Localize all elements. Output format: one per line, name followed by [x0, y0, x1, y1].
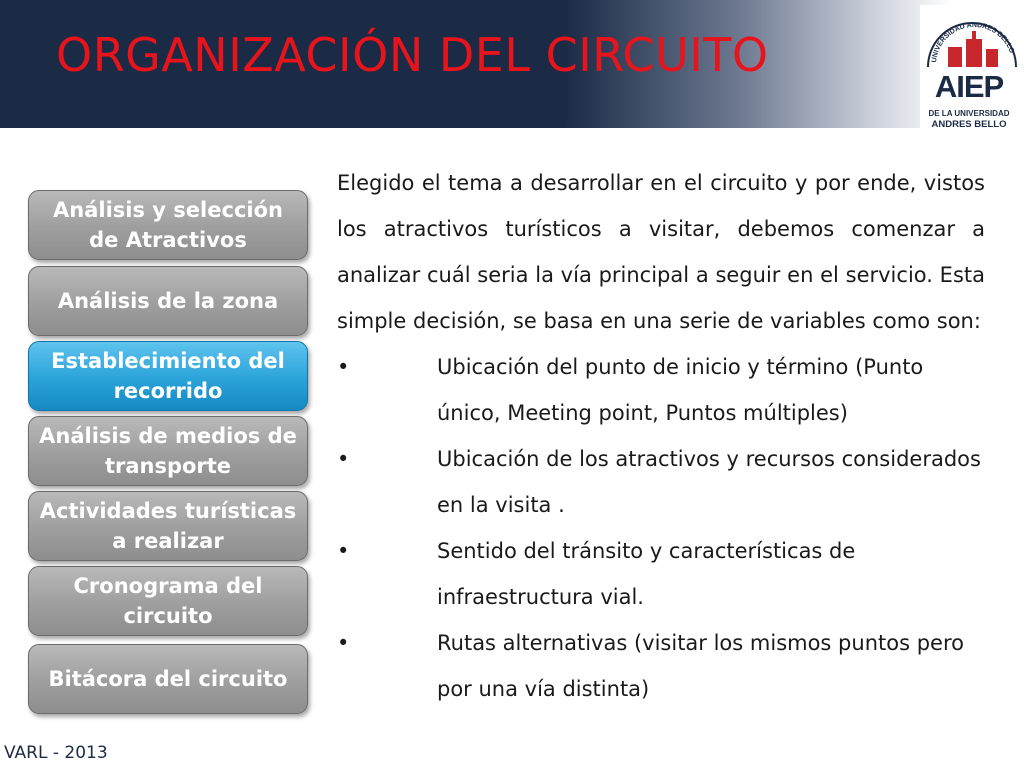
menu-item-analisis-zona[interactable]: Análisis de la zona	[28, 266, 308, 336]
main-content	[337, 160, 985, 712]
menu-item-actividades-turisticas[interactable]: Actividades turísticas a realizar	[28, 491, 308, 561]
list-item-text: Ubicación del punto de inicio y término (Punto único, Meeting point, Puntos múltiples)	[437, 355, 924, 425]
logo-subtitle-1: DE LA UNIVERSIDAD	[928, 109, 1010, 118]
list-item-text: Sentido del tránsito y características de infraestructura vial.	[437, 539, 856, 609]
variables-list	[337, 344, 985, 712]
list-item	[337, 344, 985, 436]
bullet-icon: •	[337, 539, 350, 563]
menu-item-cronograma[interactable]: Cronograma del circuito	[28, 566, 308, 636]
header-banner	[0, 0, 1024, 128]
list-item	[337, 528, 985, 620]
menu-item-bitacora[interactable]: Bitácora del circuito	[28, 644, 308, 714]
slide-title: ORGANIZACIÓN DEL CIRCUITO	[56, 28, 769, 82]
bullet-icon: •	[337, 355, 350, 379]
logo-subtitle-2: ANDRES BELLO	[931, 119, 1007, 130]
list-item-text: Rutas alternativas (visitar los mismos puntos pero por una vía distinta)	[437, 631, 964, 701]
seal-text: UNIVERSIDAD ANDRES BELLO	[931, 21, 1016, 63]
aiep-logo	[920, 5, 1018, 129]
footer-credit: VARL - 2013	[4, 743, 108, 763]
menu-item-medios-transporte[interactable]: Análisis de medios de transporte	[28, 416, 308, 486]
university-seal-icon	[920, 5, 1018, 71]
list-item-text: Ubicación de los atractivos y recursos considerados en la visita .	[437, 447, 981, 517]
list-item	[337, 436, 985, 528]
list-item	[337, 620, 985, 712]
bullet-icon: •	[337, 447, 350, 471]
bullet-icon: •	[337, 631, 350, 655]
menu-item-analisis-seleccion[interactable]: Análisis y selección de Atractivos	[28, 190, 308, 260]
intro-paragraph: Elegido el tema a desarrollar en el circuito y por ende, vistos los atractivos turísticos a visitar, debemos comenzar a analizar cuál seria la vía principal a seguir en el servicio. Esta simple decisión, se basa en una serie de variables como son:	[337, 171, 985, 333]
logo-wordmark: AIEP	[934, 69, 1004, 104]
menu-item-establecimiento-recorrido[interactable]: Establecimiento del recorrido	[28, 341, 308, 411]
